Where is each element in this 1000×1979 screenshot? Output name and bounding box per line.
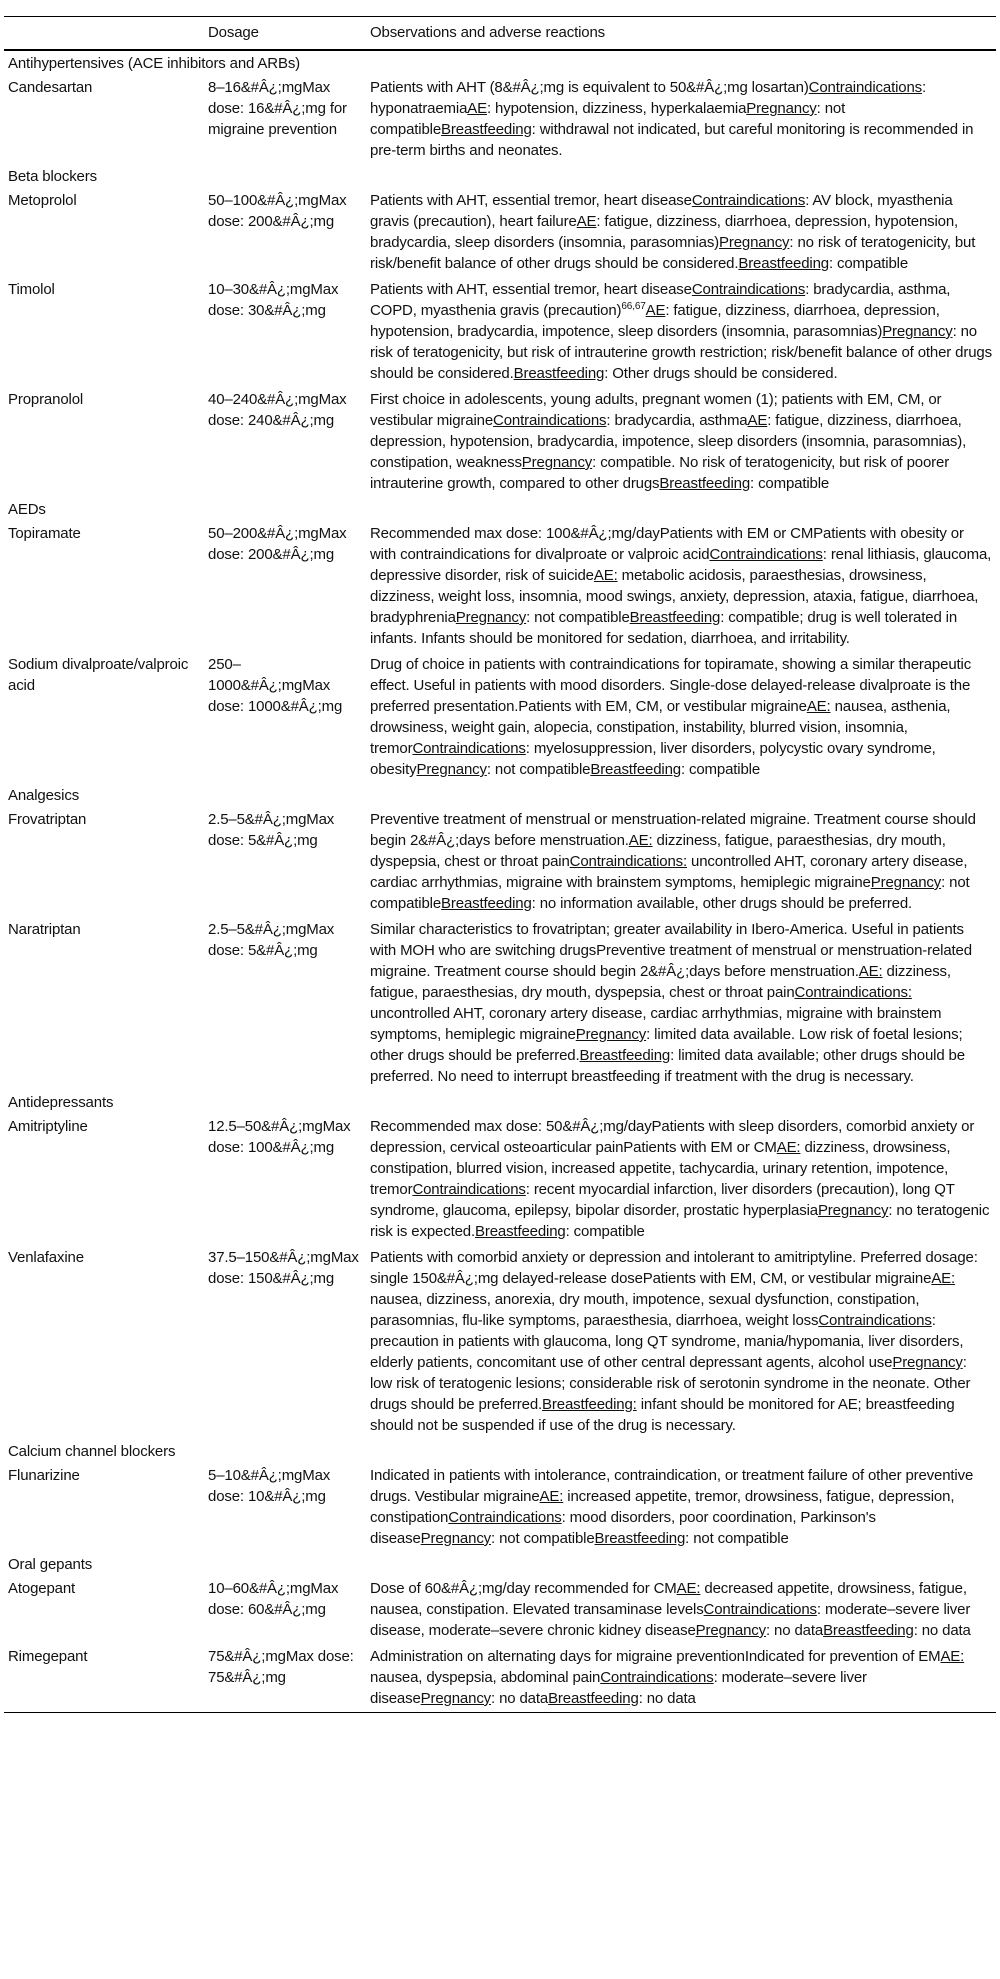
- drug-observations: [366, 188, 996, 277]
- observation-text: uncontrolled AHT, coronary artery disease, cardiac arrhythmias, migraine with brainstem symptoms, hemiplegic migraine: [370, 1005, 942, 1043]
- drug-observations: [366, 1576, 996, 1644]
- category-label: Calcium channel blockers: [8, 1443, 176, 1460]
- drug-observations: [366, 1463, 996, 1552]
- table-row: [4, 1114, 996, 1245]
- drug-name: Propranolol: [8, 391, 84, 408]
- drug-name: Naratriptan: [8, 921, 81, 938]
- observation-text: : not compatible: [491, 1530, 595, 1547]
- section-label: Breastfeeding: [823, 1622, 914, 1639]
- section-label: Contraindications:: [569, 853, 688, 870]
- table-row: [4, 75, 996, 164]
- observation-text: : withdrawal not indicated, but careful monitoring is recommended in pre-term births and neonates.: [370, 121, 974, 159]
- observation-text: metabolic acidosis, paraesthesias, drowsiness, dizziness, weight loss, insomnia, mood swings, anxiety, depression, ataxia, fatigue, diarrhoea, bradyphrenia: [370, 567, 979, 626]
- observation-text: : myelosuppression, liver disorders, polycystic ovary syndrome, obesity: [370, 740, 936, 778]
- category-label: Oral gepants: [8, 1556, 93, 1573]
- section-label: Pregnancy: [892, 1354, 963, 1371]
- section-label: AE: [645, 302, 666, 319]
- section-label: AE: [747, 412, 768, 429]
- observation-text: Patients with AHT, essential tremor, heart disease: [370, 192, 692, 209]
- table-row: [4, 1245, 996, 1439]
- category-label: Antihypertensives (ACE inhibitors and ARBs): [8, 55, 301, 72]
- section-label: Breastfeeding: [629, 609, 721, 626]
- section-label: Pregnancy: [817, 1202, 889, 1219]
- observation-text: dizziness, fatigue, paraesthesias, dry mouth, dyspepsia, chest or throat pain: [370, 963, 951, 1001]
- drug-observations: [366, 1245, 996, 1439]
- observation-text: : moderate–severe liver disease, moderate–severe chronic kidney disease: [370, 1601, 971, 1639]
- table-row: [4, 521, 996, 652]
- observation-text: nausea, dyspepsia, abdominal pain: [370, 1669, 601, 1686]
- observation-text: : Other drugs should be considered.: [604, 365, 838, 382]
- section-label: AE:: [539, 1488, 564, 1505]
- section-label: Contraindications: [691, 281, 806, 298]
- table-body: [4, 50, 996, 1713]
- header-dosage: Dosage: [208, 24, 259, 41]
- observation-text: dizziness, drowsiness, constipation, blurred vision, increased appetite, tachycardia, urinary retention, impotence, tremor: [370, 1139, 951, 1198]
- observation-text: : hypotension, dizziness, hyperkalaemia: [487, 100, 747, 117]
- section-label: Pregnancy: [575, 1026, 647, 1043]
- section-label: AE:: [776, 1139, 801, 1156]
- drug-observations: [366, 75, 996, 164]
- drug-dosage: 50–100&#Â¿;mgMax dose: 200&#Â¿;mg: [208, 192, 347, 230]
- drug-name: Amitriptyline: [8, 1118, 88, 1135]
- section-label: AE: [576, 213, 597, 230]
- drug-name: Sodium divalproate/valproic acid: [8, 656, 189, 694]
- category-row: [4, 783, 996, 807]
- category-row: [4, 1090, 996, 1114]
- table-row: [4, 1644, 996, 1713]
- table-row: [4, 277, 996, 387]
- header-observations: Observations and adverse reactions: [370, 24, 606, 41]
- section-label: Breastfeeding: [441, 121, 532, 138]
- observation-text: : limited data available; other drugs should be preferred. No need to interrupt breastfeeding if treatment with the drug is necessary.: [370, 1047, 965, 1085]
- section-label: Contraindications: [600, 1669, 714, 1686]
- section-label: Breastfeeding: [441, 895, 532, 912]
- observation-text: First choice in adolescents, young adults, pregnant women (1); patients with EM, CM, or vestibular migraine: [370, 391, 942, 429]
- category-label: Analgesics: [8, 787, 80, 804]
- section-label: Contraindications:: [794, 984, 912, 1001]
- drug-name: Rimegepant: [8, 1648, 88, 1665]
- drug-name: Flunarizine: [8, 1467, 80, 1484]
- drug-dosage: 40–240&#Â¿;mgMax dose: 240&#Â¿;mg: [208, 391, 347, 429]
- section-label: Pregnancy: [521, 454, 593, 471]
- observation-text: : mood disorders, poor coordination, Parkinson's disease: [370, 1509, 876, 1547]
- drug-name: Candesartan: [8, 79, 93, 96]
- observation-text: increased appetite, tremor, drowsiness, fatigue, depression, constipation: [370, 1488, 955, 1526]
- observation-text: decreased appetite, drowsiness, fatigue, nausea, constipation. Elevated transaminase levels: [370, 1580, 967, 1618]
- drug-dosage: 2.5–5&#Â¿;mgMax dose: 5&#Â¿;mg: [208, 811, 335, 849]
- observation-text: Administration on alternating days for migraine preventionIndicated for prevention of EM: [370, 1648, 941, 1665]
- section-label: AE:: [931, 1270, 956, 1287]
- observation-text: nausea, asthenia, drowsiness, weight gain, alopecia, constipation, instability, blurred vision, insomnia, tremor: [370, 698, 951, 757]
- header-row: [4, 17, 996, 51]
- drug-observations: [366, 807, 996, 917]
- section-label: Pregnancy: [882, 323, 953, 340]
- category-row: [4, 1439, 996, 1463]
- drug-observations: [366, 277, 996, 387]
- observation-text: Preventive treatment of menstrual or menstruation-related migraine. Treatment course should begin 2&#Â¿;days before menstruation.: [370, 811, 976, 849]
- drug-observations: [366, 1114, 996, 1245]
- category-row: [4, 164, 996, 188]
- observation-text: : no information available, other drugs should be preferred.: [531, 895, 913, 912]
- drug-dosage: 50–200&#Â¿;mgMax dose: 200&#Â¿;mg: [208, 525, 347, 563]
- drug-name: Timolol: [8, 281, 55, 298]
- observation-text: nausea, dizziness, anorexia, dry mouth, impotence, sexual dysfunction, constipation, parasomnias, flu-like symptoms, paraesthesia, diarrhoea, weight loss: [370, 1291, 920, 1329]
- table-row: [4, 807, 996, 917]
- section-label: Contraindications: [703, 1601, 817, 1618]
- observation-text: Patients with AHT, essential tremor, heart disease: [370, 281, 692, 298]
- section-label: Pregnancy: [746, 100, 817, 117]
- section-label: Pregnancy: [719, 234, 790, 251]
- observation-text: : moderate–severe liver disease: [370, 1669, 867, 1707]
- observation-text: : bradycardia, asthma, COPD, myasthenia gravis (precaution): [370, 281, 951, 319]
- category-label: AEDs: [8, 501, 46, 518]
- observation-text: Drug of choice in patients with contraindications for topiramate, showing a similar therapeutic effect. Useful in patients with mood disorders. Single-dose delayed-release divalproate is the preferred presentation.Patients with EM, CM, or vestibular migraine: [370, 656, 972, 715]
- section-label: Pregnancy: [416, 761, 487, 778]
- drug-dosage: 2.5–5&#Â¿;mgMax dose: 5&#Â¿;mg: [208, 921, 335, 959]
- observation-text: : fatigue, dizziness, diarrhoea, depression, hypotension, bradycardia, impotence, sleep disorders (insomnia, parasomnias), constipation, weakness: [370, 412, 967, 471]
- drug-observations: [366, 917, 996, 1090]
- section-label: Breastfeeding: [513, 365, 605, 382]
- drug-name: Venlafaxine: [8, 1249, 84, 1266]
- category-row: [4, 1552, 996, 1576]
- observation-text: Recommended max dose: 50&#Â¿;mg/dayPatients with sleep disorders, comorbid anxiety or depression, cervical osteoarticular painPatients with EM or CM: [370, 1118, 975, 1156]
- section-label: Pregnancy: [420, 1530, 492, 1547]
- observation-text: : no data: [766, 1622, 824, 1639]
- section-label: Pregnancy: [455, 609, 527, 626]
- table-row: [4, 188, 996, 277]
- section-label: Contraindications: [691, 192, 806, 209]
- observation-text: : no data: [638, 1690, 696, 1707]
- observation-text: Similar characteristics to frovatriptan; greater availability in Ibero-America. Useful in patients with MOH who are switching drugsPreventive treatment of menstrual or menstruation-related migraine. Treatment course should begin 2&#Â¿;days before menstruation.: [370, 921, 972, 980]
- section-label: Breastfeeding: [590, 761, 681, 778]
- section-label: Breastfeeding: [548, 1690, 639, 1707]
- header-drug: [4, 17, 204, 51]
- section-label: Contraindications: [493, 412, 607, 429]
- section-label: Breastfeeding: [738, 255, 829, 272]
- section-label: Pregnancy: [695, 1622, 767, 1639]
- observation-text: uncontrolled AHT, coronary artery disease, cardiac arrhythmias, migraine with brainstem symptoms, hemiplegic migraine: [370, 853, 968, 891]
- observation-text: : limited data available. Low risk of foetal lesions; other drugs should be preferred.: [370, 1026, 963, 1064]
- section-label: Contraindications: [412, 740, 526, 757]
- category-label: Beta blockers: [8, 168, 97, 185]
- drug-observations: [366, 387, 996, 497]
- section-label: Breastfeeding: [475, 1223, 566, 1240]
- observation-text: infant should be monitored for AE; breastfeeding should not be suspended if use of the drug is necessary.: [370, 1396, 955, 1434]
- drug-name: Metoprolol: [8, 192, 77, 209]
- observation-text: : compatible; drug is well tolerated in infants. Infants should be monitored for sedation, diarrhoea, and irritability.: [370, 609, 958, 647]
- observation-text: : no data: [913, 1622, 971, 1639]
- section-label: AE: [467, 100, 487, 117]
- observation-text: dizziness, fatigue, paraesthesias, dry mouth, dyspepsia, chest or throat pain: [370, 832, 946, 870]
- drug-dosage: 250–1000&#Â¿;mgMax dose: 1000&#Â¿;mg: [208, 656, 343, 715]
- category-row: [4, 50, 996, 75]
- drug-dosage: 12.5–50&#Â¿;mgMax dose: 100&#Â¿;mg: [208, 1118, 351, 1156]
- section-label: Breastfeeding: [594, 1530, 686, 1547]
- table-row: [4, 387, 996, 497]
- observation-text: : not compatible: [486, 761, 591, 778]
- section-label: AE:: [676, 1580, 701, 1597]
- drug-name: Frovatriptan: [8, 811, 87, 828]
- table-row: [4, 652, 996, 783]
- table-row: [4, 1576, 996, 1644]
- observation-text: : renal lithiasis, glaucoma, depressive disorder, risk of suicide: [370, 546, 992, 584]
- observation-text: : not compatible: [526, 609, 630, 626]
- observation-text: Dose of 60&#Â¿;mg/day recommended for CM: [370, 1580, 677, 1597]
- drug-observations: [366, 521, 996, 652]
- observation-text: : no teratogenic risk is expected.: [370, 1202, 990, 1240]
- drug-observations: [366, 1644, 996, 1713]
- observation-text: : fatigue, dizziness, diarrhoea, depression, hypotension, bradycardia, sleep disorders (insomnia, parasomnias): [370, 213, 959, 251]
- section-label: Pregnancy: [420, 1690, 492, 1707]
- observation-text: : fatigue, dizziness, diarrhoea, depression, hypotension, bradycardia, impotence, sleep disorders (insomnia, parasomnias): [370, 302, 940, 340]
- observation-text: : AV block, myasthenia gravis (precaution), heart failure: [370, 192, 953, 230]
- observation-text: : no risk of teratogenicity, but risk/benefit balance of other drugs should be considered.: [370, 234, 976, 272]
- drug-dosage: 10–30&#Â¿;mgMax dose: 30&#Â¿;mg: [208, 281, 339, 319]
- drug-name: Topiramate: [8, 525, 81, 542]
- category-row: [4, 497, 996, 521]
- drug-table: [4, 16, 996, 1713]
- observation-text: Patients with AHT (8&#Â¿;mg is equivalent to 50&#Â¿;mg losartan): [370, 79, 809, 96]
- observation-text: : low risk of teratogenic lesions; considerable risk of serotonin syndrome in the neonate. Other drugs should be preferred.: [370, 1354, 971, 1413]
- section-label: AE:: [593, 567, 618, 584]
- section-label: Contraindications: [448, 1509, 562, 1526]
- drug-dosage: 37.5–150&#Â¿;mgMax dose: 150&#Â¿;mg: [208, 1249, 359, 1287]
- section-label: AE:: [940, 1648, 965, 1665]
- observation-text: Patients with comorbid anxiety or depression and intolerant to amitriptyline. Preferred dosage: single 150&#Â¿;mg delayed-release dosePatients with EM, CM, or vestibular migraine: [370, 1249, 978, 1287]
- section-label: Breastfeeding:: [542, 1396, 637, 1413]
- drug-dosage: 10–60&#Â¿;mgMax dose: 60&#Â¿;mg: [208, 1580, 339, 1618]
- section-label: Contraindications: [818, 1312, 932, 1329]
- observation-text: Recommended max dose: 100&#Â¿;mg/dayPatients with EM or CMPatients with obesity or with contraindications for divalproate or valproic acid: [370, 525, 964, 563]
- drug-observations: [366, 652, 996, 783]
- observation-text: : no data: [491, 1690, 549, 1707]
- section-label: Breastfeeding: [659, 475, 751, 492]
- observation-text: : compatible. No risk of teratogenicity, but risk of poorer intrauterine growth, compared to other drugs: [370, 454, 950, 492]
- observation-text: : hyponatraemia: [370, 79, 927, 117]
- section-label: Contraindications: [412, 1181, 526, 1198]
- reference-superscript: 66,67: [621, 301, 646, 312]
- observation-text: Indicated in patients with intolerance, contraindication, or treatment failure of other preventive drugs. Vestibular migraine: [370, 1467, 974, 1505]
- table-row: [4, 1463, 996, 1552]
- observation-text: : compatible: [828, 255, 909, 272]
- observation-text: : not compatible: [685, 1530, 789, 1547]
- observation-text: : compatible: [680, 761, 761, 778]
- observation-text: : not compatible: [370, 874, 970, 912]
- section-label: AE:: [628, 832, 653, 849]
- section-label: Breastfeeding: [579, 1047, 671, 1064]
- table-header: [4, 17, 996, 51]
- drug-dosage: 75&#Â¿;mgMax dose: 75&#Â¿;mg: [208, 1648, 354, 1686]
- observation-text: : no risk of teratogenicity, but risk of intrauterine growth restriction; risk/benefit balance of other drugs should be considered.: [370, 323, 992, 382]
- observation-text: : compatible: [750, 475, 830, 492]
- section-label: AE:: [806, 698, 831, 715]
- observation-text: : recent myocardial infarction, liver disorders (precaution), long QT syndrome, glaucoma, epilepsy, bipolar disorder, prostatic hyperplasia: [370, 1181, 955, 1219]
- category-label: Antidepressants: [8, 1094, 114, 1111]
- observation-text: : precaution in patients with glaucoma, long QT syndrome, mania/hypomania, liver disorders, elderly patients, concomitant use of other central depressant agents, alcohol use: [370, 1312, 964, 1371]
- observation-text: : compatible: [565, 1223, 645, 1240]
- drug-name: Atogepant: [8, 1580, 76, 1597]
- section-label: AE:: [858, 963, 883, 980]
- observation-text: : not compatible: [370, 100, 846, 138]
- observation-text: : bradycardia, asthma: [606, 412, 748, 429]
- section-label: Contraindications: [709, 546, 823, 563]
- drug-dosage: 8–16&#Â¿;mgMax dose: 16&#Â¿;mg for migraine prevention: [208, 79, 347, 138]
- table-row: [4, 917, 996, 1090]
- drug-dosage: 5–10&#Â¿;mgMax dose: 10&#Â¿;mg: [208, 1467, 331, 1505]
- section-label: Contraindications: [808, 79, 923, 96]
- section-label: Pregnancy: [870, 874, 942, 891]
